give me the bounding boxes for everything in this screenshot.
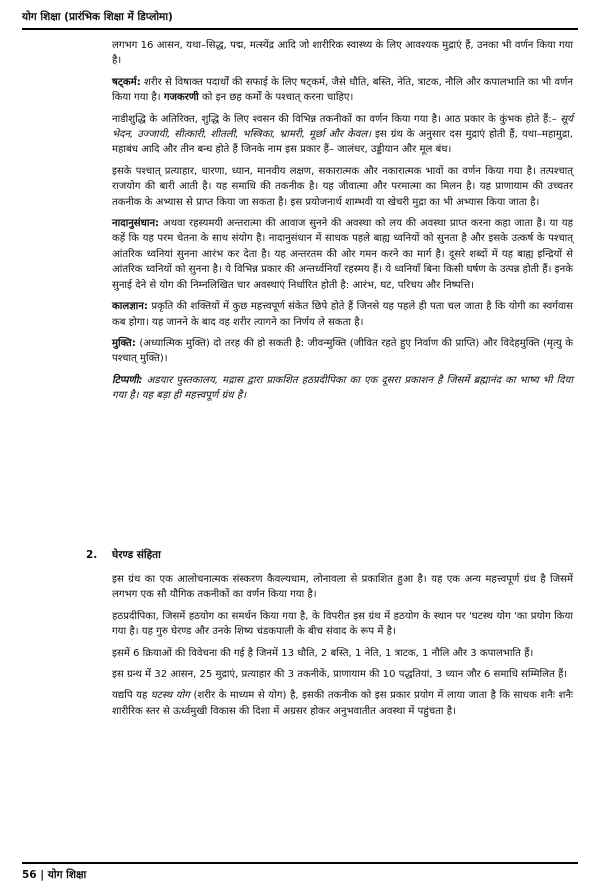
paragraph [112,572,573,603]
paragraph [112,336,573,367]
paragraph-text: इसके पश्चात् प्रत्याहार, धारणा, ध्यान, मानवीय लक्षण, सकारात्मक और नकारात्मक भावों का वर्णन किया गया है। तत्पश्चात् राजयोग की बारी आती है। यह समाधि की तकनीक है। यह जीवात्मा और परमात्मा का मिलन है। यह प्राणायाम की उच्चतर तकनीक के अभ्यास से प्राप्त किया जा सकता है। इस प्रयोजनार्थ शाम्भवी या खेचरी मुद्रा का भी अभ्यास किया जाता है। [112,165,573,208]
running-footer [22,862,578,882]
paragraph-text: (शरीर के माध्यम से योग) है, इसकी तकनीक को इस प्रकार प्रयोग में लाया जाता है कि साधक शनैः शनैः शारीरिक स्तर से ऊर्ध्वमुखी विकास की दिशा में अग्रसर होकर अनुभवातीत अवस्था में पहुंचता है। [112,690,573,717]
section-body-text [112,572,573,725]
page-number: 56 [22,869,37,881]
body-text [112,38,573,410]
footer-title: योग शिक्षा [47,869,87,881]
paragraph-text: नाडीशुद्धि के अतिरिक्त, शुद्धि के लिए श्वसन की विभिन्न तकनीकों का वर्णन किया गया है। आठ प्रकार के कुंभक होते हैं:– [112,113,561,125]
paragraph-text: अडयार पुस्तकालय, मद्रास द्वारा प्राकशित हठप्रदीपिका का एक दूसरा प्रकाशन है जिसमें ब्रह्मानंद का भाष्य भी दिया गया है। यह बड़ा ही महत्त्वपूर्ण ग्रंथ है। [112,374,573,402]
paragraph-text: को इन छह कर्मों के पश्चात् करना चाहिए। [198,92,354,104]
term-shatkarma: षट्कर्म: [112,76,141,88]
paragraph-text: अथवा रहस्यमयी अन्तरात्मा की आवाज सुनने की अवस्था को लय की अवस्था प्राप्त करना कहा जाता है। या यह कहें कि यह परम चेतना के साथ संयोग है। नादानुसंधान में साधक पहले बाह्य ध्वनियों को सुनता है और इसके उत्कर्ष के पश्चात् आंतरिक ध्वनियां सुनना आरंभ कर देता है। यह अन्तरतम की ओर गमन करने का मार्ग है। दूसरे शब्दों में यह बाह्य इन्द्रियों से आंतरिक ध्वनियों को सुनना है। ये विभिन्न प्रकार की अन्तर्ध्वनियाँ रहस्मय हैं। ये ध्वनियाँ बिना किसी घर्षण के उत्पन्न होती हैं। इनके सुनाई देने से योग की निम्नलिखित चार अवस्थाएं निर्धारित होती है: आरंभ, घट, परिचय और निष्पत्ति। [112,218,573,291]
paragraph [112,75,573,106]
term-gajakarani: गजकरणी [163,92,199,104]
paragraph-text: शरीर से विषाक्त पदार्थों की सफाई के लिए षट्कर्म, जैसे धौति, बस्ति, नेति, त्राटक, नौलि और कपालभाति का भी वर्णन किया गया है। [112,76,573,104]
term-nadanusandhan: नादानुसंधान: [112,218,160,230]
paragraph [112,112,573,158]
kumbhaka-list: सूर्य भेदन, उज्जायी, सीत्कारी, शीतली, भस्त्रिका, भ्रामरी, मूर्छा और केवल। [112,113,573,141]
paragraph-text: यद्यपि यह [112,690,151,702]
paragraph-text: प्रकृति की शक्तियों में कुछ महत्त्वपूर्ण संकेत छिपे होते हैं जिनसे यह पहले ही पता चल जाता है कि योगी का स्वर्गवास कब होगा। यह जानने के बाद वह शरीर त्यागने का निर्णय ले सकता है। [112,301,573,328]
running-header [22,10,578,30]
paragraph-text: इस ग्रंथ का एक आलोचनात्मक संस्करण कैवल्यधाम, लोनावला से प्रकाशित हुआ है। यह एक अन्य महत्त्वपूर्ण ग्रंथ है जिसमें लगभग एक सौ यौगिक तकनीकों का वर्णन किया गया है। [112,574,573,601]
paragraph-text: इस ग्रंथ के अनुसार दस मुद्राएं होती हैं, यथा–महामुद्रा, महाबंध आदि और तीन बन्ध होते हैं जिनके नाम इस प्रकार हैं– जालंधर, उड्डीयान और मूल बंध। [112,129,574,156]
paragraph [112,667,573,682]
paragraph [112,216,573,293]
paragraph-text: (अध्यात्मिक मुक्ति) दो तरह की हो सकती है: जीवन्मुक्ति (जीवित रहते हुए निर्वाण की प्राप्ति) और विदेहमुक्ति (मृत्यु के पश्चात् मुक्ति)। [112,337,573,365]
paragraph [112,299,573,330]
section-title: घेरण्ड संहिता [112,549,161,561]
header-title: योग शिक्षा (प्रारंभिक शिक्षा में डिप्लोमा) [22,11,173,23]
note-paragraph [112,373,573,404]
section-heading [86,548,161,562]
paragraph [112,38,573,69]
term-ghatastha-yoga: घटस्थ योग [150,690,190,702]
term-kalagyan: कालज्ञान: [112,301,148,313]
term-mukti: मुक्ति: [112,337,136,349]
paragraph-text: लगभग 16 आसन, यथा–सिद्ध, पद्म, मत्स्येंद्र आदि जो शारीरिक स्वास्थ्य के लिए आवश्यक मुद्राएं हैं, उनका भी वर्णन किया गया है। [112,40,574,67]
term-tippani: टिप्पणी: [112,374,143,386]
paragraph [112,646,573,661]
paragraph-text: इस ग्रन्थ में 32 आसन, 25 मुद्राएं, प्रत्याहार की 3 तकनीकें, प्राणायाम की 10 पद्धतियां, 3 ध्यान जौर 6 समाधि सम्मिलित हैं। [112,669,568,681]
paragraph-text: हठप्रदीपिका, जिसमें हठयोग का समर्थन किया गया है, के विपरीत इस ग्रंथ में हठयोग के स्थान पर 'घटस्थ योग 'का प्रयोग किया गया है। यह गुरु घेरण्ड और उनके शिष्य चंडकपाली के बीच संवाद के रूप में है। [112,610,573,638]
paragraph [112,609,573,640]
footer-separator: | [40,869,45,881]
section-number: 2. [86,549,98,561]
paragraph [112,688,573,719]
paragraph-text: इसमें 6 क्रियाओं की विवेचना की गई है जिनमें 13 धौति, 2 बस्ति, 1 नेति, 1 त्राटक, 1 नौलि और 3 कपालभाति हैं। [112,647,534,659]
paragraph [112,164,573,210]
